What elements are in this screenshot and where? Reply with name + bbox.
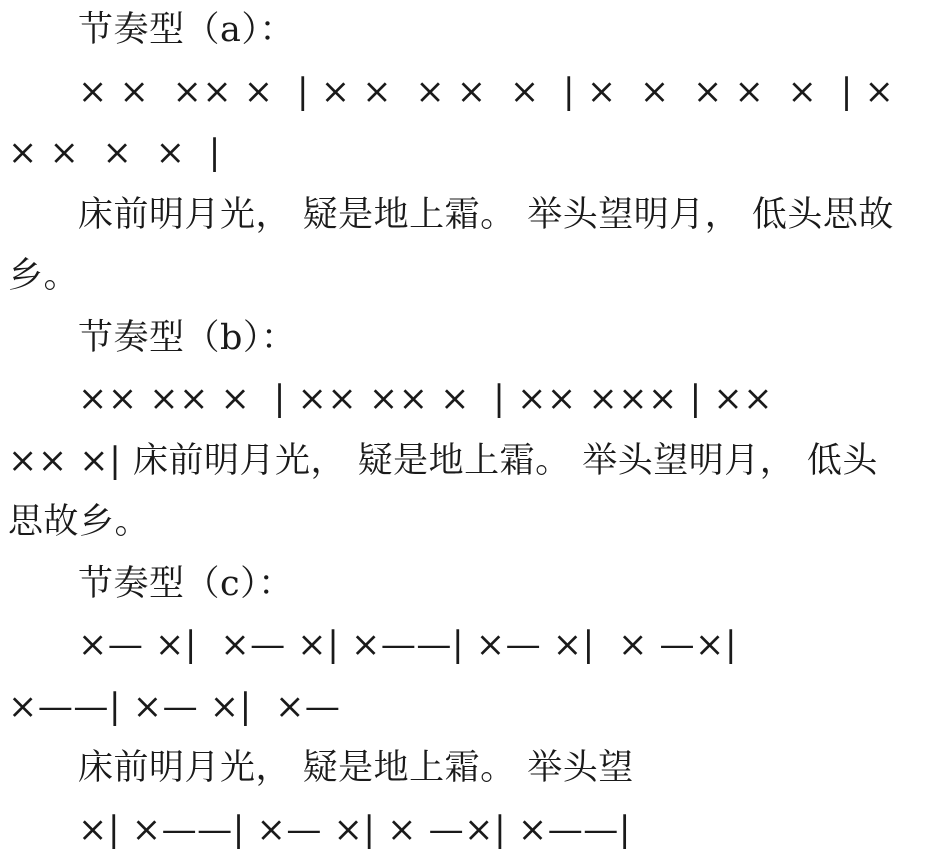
rhythm-a-poem-line-2: 乡。 — [8, 246, 931, 308]
rhythm-b-poem-line-2: 思故乡。 — [8, 492, 931, 554]
rhythm-b-heading: 节奏型（b）： — [8, 308, 931, 370]
rhythm-a-heading: 节奏型（a）： — [8, 0, 931, 62]
rhythm-c-pattern-line-2: ×——| ×— ×| ×— — [8, 677, 931, 739]
rhythm-b-pattern-line-1: ×× ×× × | ×× ×× × | ×× ××× | ×× — [8, 369, 931, 431]
rhythm-a-pattern-line-1: × × ×× × | × × × × × | × × × × × | × — [8, 62, 931, 124]
rhythm-c-pattern-line-1: ×— ×| ×— ×| ×——| ×— ×| × —×| — [8, 615, 931, 677]
rhythm-a-poem-line-1: 床前明月光， 疑是地上霜。 举头望明月， 低头思故 — [8, 185, 931, 247]
rhythm-b-pattern-poem-line: ×× ×| 床前明月光， 疑是地上霜。 举头望明月， 低头 — [8, 431, 931, 493]
rhythm-a-pattern-line-2: × × × × | — [8, 123, 931, 185]
rhythm-c-heading: 节奏型（c）： — [8, 554, 931, 616]
rhythm-c-poem-line: 床前明月光， 疑是地上霜。 举头望 — [8, 738, 931, 800]
rhythm-c-pattern-line-3: ×| ×——| ×— ×| × —×| ×——| — [8, 800, 931, 861]
